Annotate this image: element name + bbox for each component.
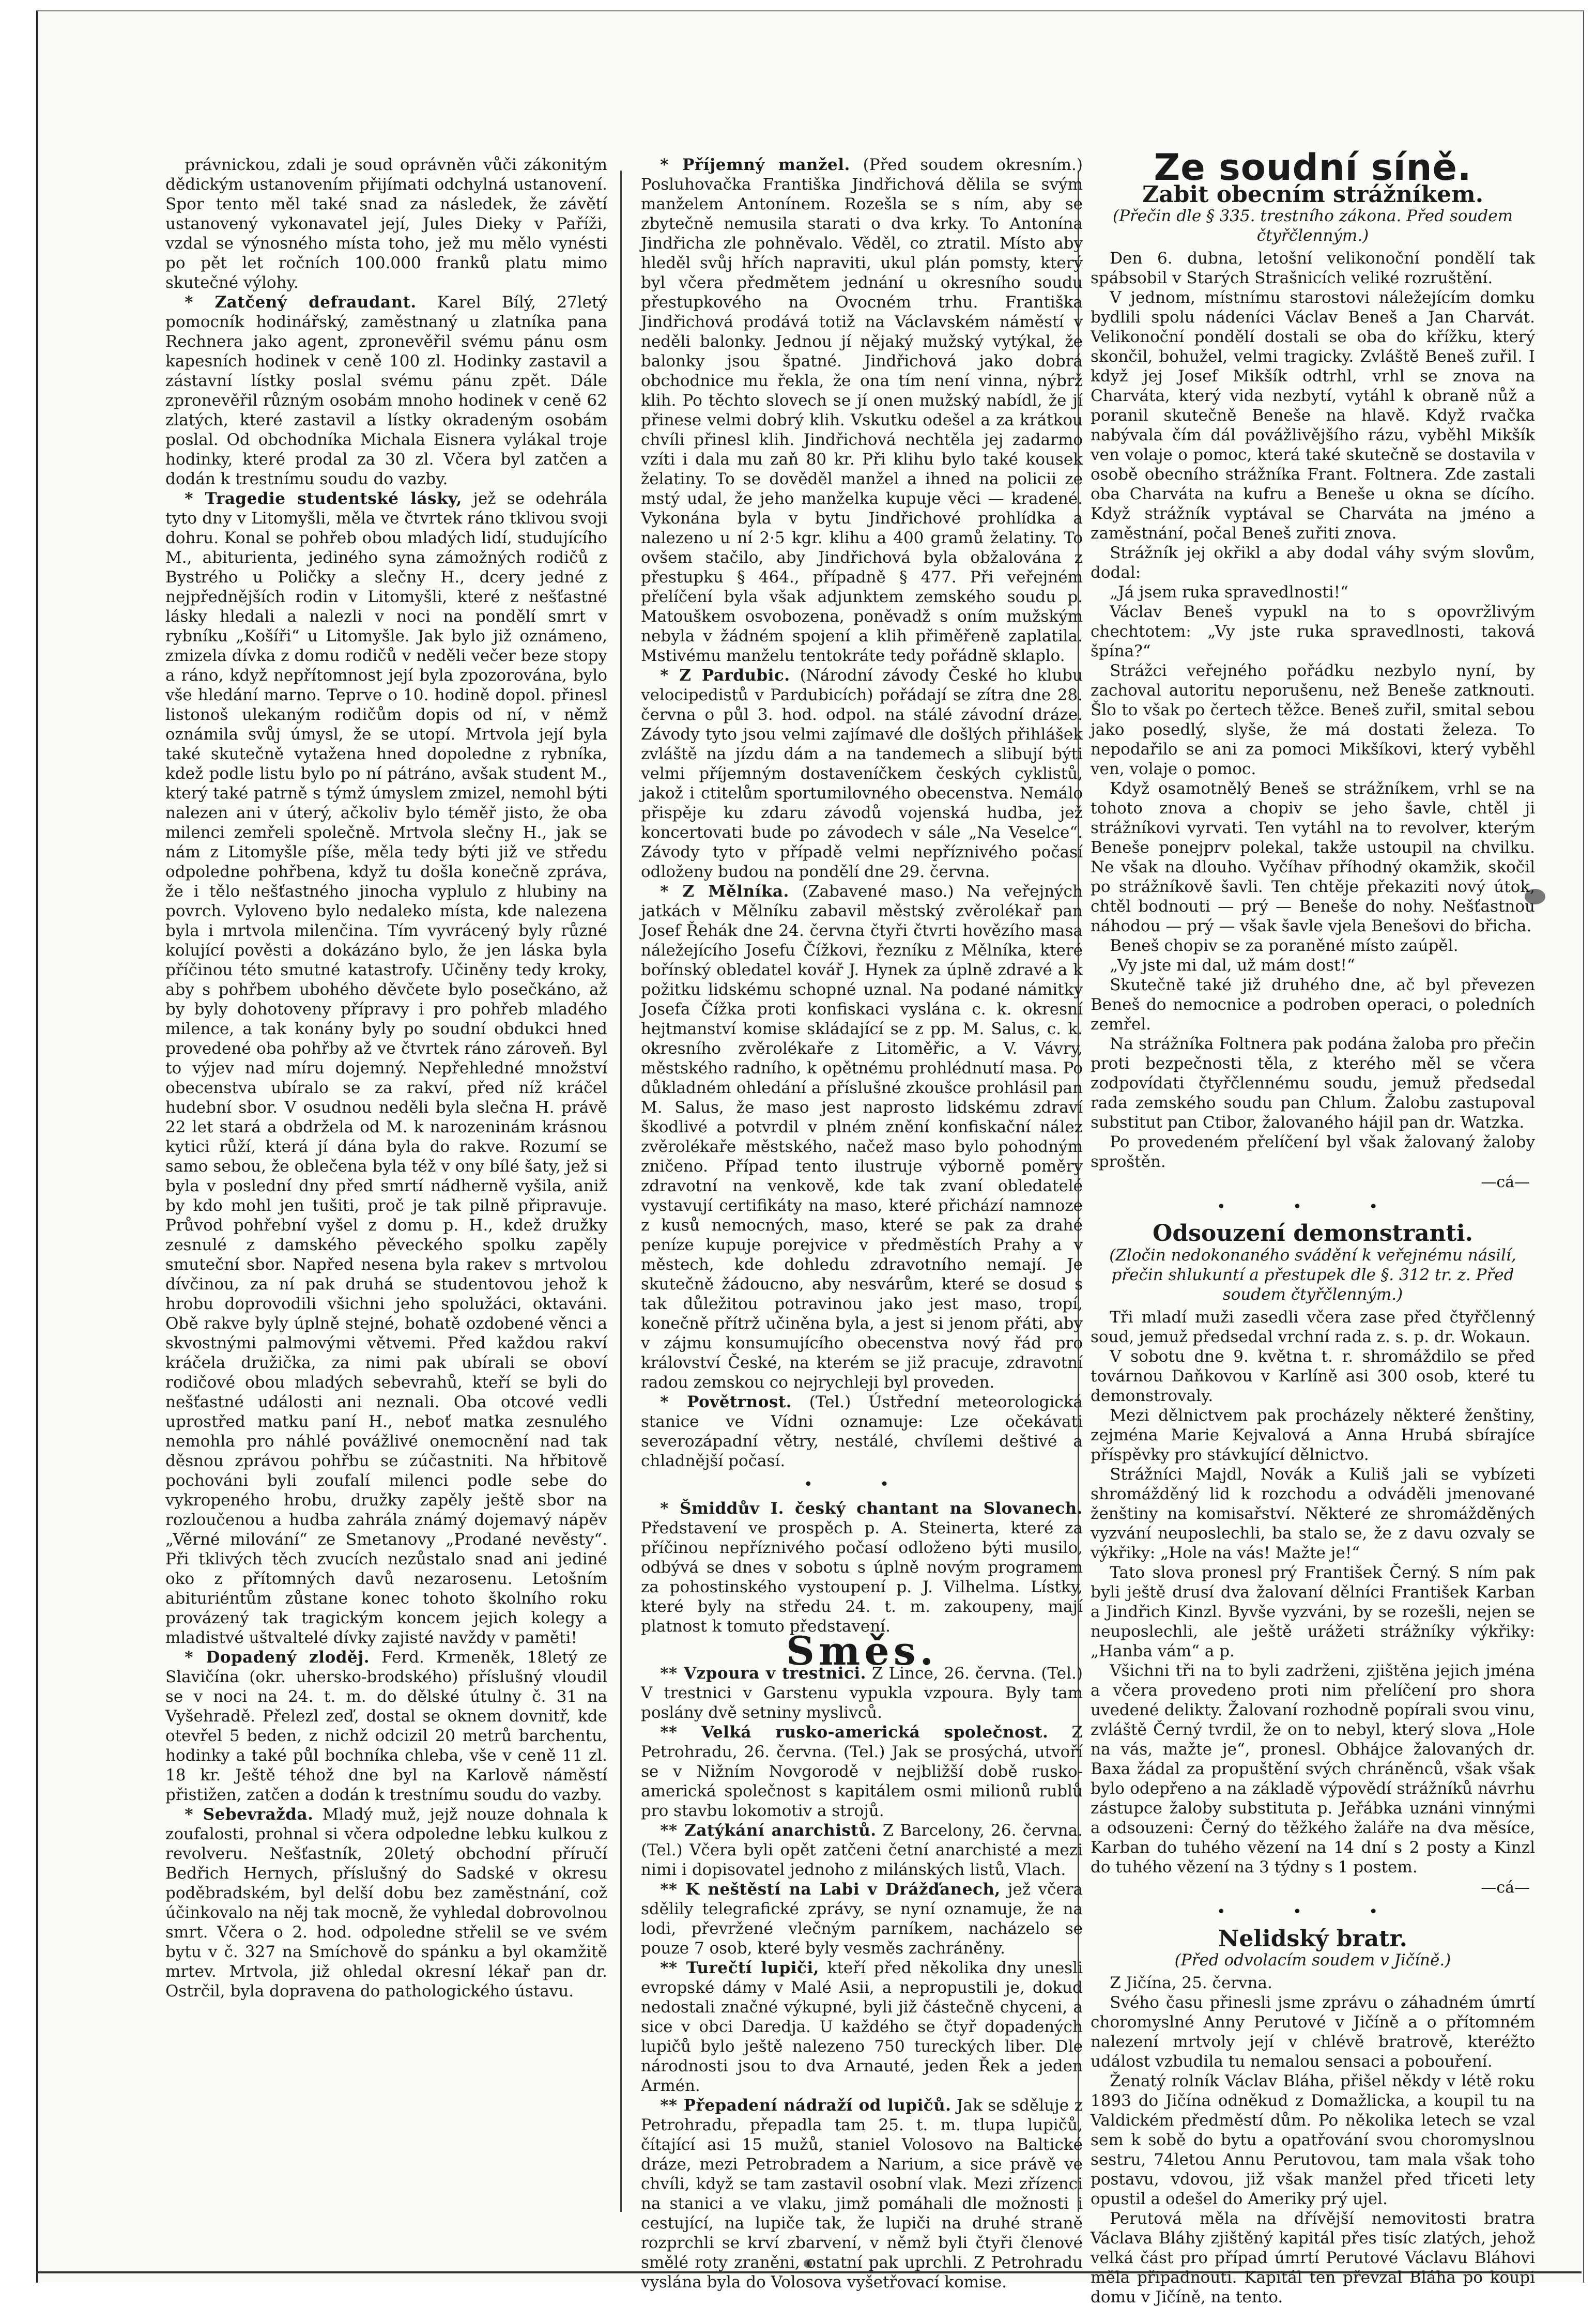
article-paragraph <box>1091 1973 1535 1993</box>
article-paragraph <box>165 155 607 293</box>
article-text: Na strážníka Foltnera pak podána žaloba pro přečin proti bezpečnosti těla, z kterého měl se včera zodpovídati čtyřčlennému soudu, jemuž předsedal rada zemského soudu pan Chlum. Žalobu zastupoval substitut pan Ctibor, žalovaného hájil pan dr. Watzka. <box>1091 1035 1535 1132</box>
article-text: Beneš chopiv se za poraněné místo zaúpěl. <box>1110 936 1459 955</box>
article-text: „Já jsem ruka spravedlnosti!“ <box>1110 583 1348 602</box>
article-paragraph <box>1091 1034 1535 1132</box>
column-1 <box>165 155 607 2212</box>
article-paragraph <box>1091 2209 1535 2307</box>
article-lead-title: * Tragedie studentské lásky, <box>185 489 462 508</box>
section-separator: • • • <box>1216 1197 1409 1216</box>
article-paragraph <box>1091 661 1535 779</box>
article-paragraph <box>641 1664 1083 1722</box>
article-text: kteří před několika dny unesli evropské dámy v Malé Asii, a nepropustili je, dokud nedostali značné výkupné, byli již částečně chyceni, a sice v obci Daredja. U každého se čtyř dopadených lupičů bylo ještě nalezeno 750 tureckých liber. Dle národnosti jsou to dva Arnauté, jeden Řek a jeden Armén. <box>641 1959 1083 2095</box>
article-paragraph <box>165 1648 607 1805</box>
section-heading: Ze soudní síně. <box>1154 146 1472 189</box>
article-paragraph <box>641 2096 1083 2292</box>
article-lead-title: ** Turečtí lupiči, <box>660 1959 819 1977</box>
author-signature: —cá— <box>1481 1878 1530 1897</box>
article-text: Jak se sděluje z Petrohradu, přepadla tam 25. t. m. tlupa lupičů, čítající asi 15 mužů, staniel Volosovo na Baltické dráze, mezi Petrobradem a Narium, a sice právě ve chvíli, když se tam zastavil osobní vlak. Mezi zřízenci na stanici a ve vlaku, jimž pomáhali dle možnosti i cestující, na lupiče tak, že lupiči na druhé straně rozprchli se krví zbarvení, v němž byli čtyři členové smělé roty zraněni, ostatní pak uprchli. Z Petrohradu vyslána byla do Volosova vyšetřovací komise. <box>641 2096 1083 2291</box>
article-lead-title: * Povětrnost. <box>660 1393 792 1411</box>
column-rule-left <box>620 171 622 2212</box>
article-text: Představení ve prospěch p. A. Steinerta, které za příčinou nepříznivého počasí odloženo býti musilo, odbývá se dnes v sobotu s úplně novým programem za pohostinského vystoupení p. J. Vilhelma. Lístky, které byly na středu 24. t. m. zakoupeny, mají platnost k tomuto představení. <box>641 1518 1083 1636</box>
article-text: Strážníci Majdl, Novák a Kuliš jali se vybízeti shromážděný lid k rozchodu a odváděli jmenované ženštiny na komisařství. Některé ze shromážděných vyzvání neuposlechli, ba stalo se, že z davu ozvaly se výkřiky: „Hole na vás! Mažte je!“ <box>1091 1465 1535 1562</box>
article-text: Svého času přinesli jsme zprávu o záhadném úmrtí choromyslné Anny Perutové v Jičíně a o přítomném nalezení mrtvoly její v chlévě bratrově, kteréžto událost vzbudila tu nemalou sensaci a pobouření. <box>1091 1993 1535 2071</box>
article-paragraph <box>641 666 1083 882</box>
article-paragraph <box>165 489 607 1648</box>
article-paragraph <box>1091 1661 1535 1877</box>
article-lead-title: ** K neštěstí na Labi v Drážďanech, <box>660 1880 1001 1899</box>
article-text: Z Lince, 26. června. (Tel.) V trestnici v Garstenu vypukla vzpoura. Byly tam poslány dvě setniny myslivců. <box>641 1664 1083 1722</box>
article-text: Strážci veřejného pořádku nezbylo nyní, by zachoval autoritu neporušenu, než Beneše zatknouti. Šlo to však po čertech těžce. Beneš zuřil, smital sebou jako posedlý, slyše, že má dostati železa. To nepodařilo se ani za pomoci Mikšíkovi, který vyběhl ven, volaje o pomoc. <box>1091 662 1535 778</box>
article-paragraph <box>1091 288 1535 543</box>
article-paragraph <box>1091 1563 1535 1661</box>
column-3 <box>1091 146 1535 2306</box>
section-separator: • • • <box>1216 1903 1409 1921</box>
article-paragraph <box>1091 1406 1535 1465</box>
article-paragraph <box>1091 1465 1535 1563</box>
article-paragraph <box>641 1499 1083 1636</box>
article-text: Strážník jej okřikl a aby dodal váhy svým slovům, dodal: <box>1091 544 1535 582</box>
article-paragraph <box>1091 249 1535 288</box>
article-lead-title: * Z Pardubic. <box>660 666 790 685</box>
article-headline: Odsouzení demonstranti. <box>1153 1220 1473 1247</box>
article-text: (Národní závody České ho klubu velocipedistů v Pardubicích) pořádají se zítra dne 28. června o půl 3. hod. odpol. na stálé závodní dráze. Závody tyto jsou velmi zajímavé dle došlých přihlášek zvláště na jízdu dám a na tandemech a slibují býti velmi příjemným dostaveníčkem českých cyklistů, jakož i ctitelům sportumilovného obecenstva. Nemálo přispěje ku zdaru závodů vojenská hudba, jež koncertovati bude po závodech v sále „Na Veselce“. Závody tyto v případě velmi nepříznivého počasí odloženy budou na pondělí dne 29. června. <box>641 666 1083 881</box>
article-text: Tato slova pronesl prý František Černý. S ním pak byli ještě drusí dva žalovaní dělníci František Karban a Jindřich Kinzl. Byvše vyzváni, by se rozešli, nejen se neuposlechli, ale ještě urážeti strážníky výkřiky: „Hanba vám“ a p. <box>1091 1563 1535 1660</box>
article-paragraph <box>1091 1347 1535 1406</box>
article-text: Všichni tři na to byli zadrženi, zjištěna jejich jména a včera provedeno proti nim přelíčení pro shora uvedené delikty. Žalovaní rozhodně popírali svou vinu, zvláště Černý tvrdil, že on to nebyl, který slova „Hole na vás, mažte je“, pronesl. Obhájce žalovaných dr. Baxa žádal za propuštění svých chráněnců, však však bylo odepřeno a na základě výpovědí strážníků návrhu zástupce žaloby substituta p. Jeřábka uznáni vinnými a odsouzeni: Černý do těžkého žaláře na dva měsíce, Karban do tuhého vězení na 14 dní s 2 posty a Kinzl do tuhého vězení na 3 týdny s 1 postem. <box>1091 1661 1535 1877</box>
article-paragraph <box>641 1958 1083 2096</box>
article-text: Ferd. Krmeněk, 18letý ze Slavičína (okr. uhersko-brodského) příslušný vloudil se v noci na 24. t. m. do dělské útulny č. 31 na Vyšehradě. Přelezl zeď, dostal se oknem dovnitř, kde otevřel 5 beden, z nichž odcizil 20 metrů barchentu, hodinky a také půl bochníka chleba, vše v ceně 11 zl. 18 kr. Ještě téhož dne byl na Karlově náměstí přistižen, zatčen a dodán k trestnímu soudu do vazby. <box>165 1648 607 1804</box>
article-lead-title: ** Velká rusko-americká společnost. <box>660 1723 1049 1742</box>
article-text: (Zabavené maso.) Na veřejných jatkách v Mělníku zabavil městský zvěrolékař pan Josef Řehák dne 24. června čtyři čtvrti hovězího masa náležejícího Josefu Čížkovi, řezníku z Mělníka, které bořínský obledatel kovář J. Hynek za úplně zdravé a k požitku lidskému schopné uznal. Na podané námitky Josefa Čížka proti konfiskaci vyslána c. k. okresní hejtmanství komise skládající se z pp. M. Salus, c. k. okresního zvěrolékaře z Litoměřic, a V. Vávry, městského radního, k opětnému prohlédnutí masa. Po důkladném ohledání a příslušné zkoušce prohlásil pan M. Salus, že maso jest naprosto lidskému zdraví škodlivé a potvrdil v plném znění konfiskační nález zvěrolékaře městského, načež maso bylo pohodným zničeno. Případ tento ilustruje výborně poměry zdravotní na venkově, kde tak zvaní obledatelé vystavují certifikáty na maso, které přichází namnoze z kusů nemocných, maso, které se pak za drahé peníze kupuje porejvice v předměstích Prahy a v městech, kde dohledu zdravotního nemají. Je skutečně žádoucno, aby nesvárům, které se dosud s tak důležitou potravinou jako jest maso, tropí, konečně přítrž učiněna byla, a jest si jenom přáti, aby v zájmu konsumujícího obecenstva nový řád pro království České, na kterém se již pracuje, zdravotní radou zemskou co nejrychleji byl proveden. <box>641 882 1083 1392</box>
article-text: „Vy jste mi dal, už mám dost!“ <box>1110 956 1355 975</box>
article-lead-title: * Zatčený defraudant. <box>185 293 417 312</box>
article-text: Skutečně také již druhého dne, ač byl převezen Beneš do nemocnice a podroben operaci, o poledních zemřel. <box>1091 976 1535 1034</box>
article-paragraph <box>641 155 1083 666</box>
article-text: Když osamotnělý Beneš se strážníkem, vrhl se na tohoto znova a chopiv se jeho šavle, chtěl ji strážníkovi vyrvati. Ten vytáhl na to revolver, kterým Beneše ponejprv polekal, takže ustoupil na chvilku. Ne však na dlouho. Vyčíhav příhodný okamžik, skočil po strážníkově šavli. Ten chtěje překaziti nový útok, chtěl bodnouti — prý — Beneše do nohy. Nešťastnou náhodou — prý — však šavle vjela Benešovi do břicha. <box>1091 779 1535 935</box>
article-text: Perutová měla na dřívější nemovitosti bratra Václava Bláhy zjištěný kapitál přes tisíc zlatých, jehož velká část pro případ úmrtí Perutové Václavu Bláhovi měla připadnouti. Kapitál ten převzal Bláha po koupi domu v Jičíně, na tento. <box>1091 2209 1535 2306</box>
article-paragraph <box>641 1722 1083 1821</box>
article-text: Z Barcelony, 26. června. (Tel.) Včera byli opět zatčeni četní anarchisté a mezi nimi i dopisovatel jednoho z milánských listů, Vlach. <box>641 1821 1083 1879</box>
article-text: V sobotu dne 9. května t. r. shromáždilo se před továrnou Daňkovou v Karlíně asi 300 osob, které tu demonstrovaly. <box>1091 1347 1535 1405</box>
article-paragraph <box>1091 2071 1535 2209</box>
article-text: (Před soudem okresním.) Posluhovačka Františka Jindřichová dělila se svým manželem Antonínem. Rozešla se s ním, aby se zbytečně nemusila starati o dva krky. To Antonína Jindřicha zle pohněvalo. Věděl, co ztratil. Místo aby hleděl svůj hřích napraviti, ukul plán pomsty, který byl včera předmětem jednání u okresního soudu přestupkového na Ovocném trhu. Františka Jindřichová prodává totiž na Václavském náměstí v neděli balonky. Jednou jí nějaký mužský vytýkal, že balonky jsou špatné. Jindřichová jako dobrá obchodnice mu řekla, že ona tím není vinna, nýbrž klih. Po těchto slovech se jí onen mužský nabídl, že jí přinese velmi dobrý klih. Vskutku odešel a za krátkou chvíli přinesl klih. Jindřichová nechtěla jej zadarmo vzíti i dala mu zaň 80 kr. Při klihu bylo také kousek želatiny. To se dověděl manžel a ihned na policii ze mstý udal, že jeho manželka kupuje věci — kradené. Vykonána byla v bytu Jindřichové prohlídka a nalezeno u ní 2·5 kgr. klihu a 400 gramů želatiny. To ovšem stačilo, aby Jindřichová byla obžalována z přestupku § 464., případně § 477. Při veřejném přelíčení byla však adjunktem zemského soudu p. Matouškem osvobozena, poněvadž s oním mužským nebyla v žádném spojení a klih přiměřeně zaplatila. Mstivému manželu tentokráte tedy pořádně sklaplo. <box>641 156 1083 665</box>
article-paragraph <box>1091 975 1535 1034</box>
author-signature: —cá— <box>1481 1173 1530 1191</box>
article-paragraph <box>641 882 1083 1392</box>
article-text: Den 6. dubna, letošní velikonoční pondělí tak spábsobil v Starých Strašnicích veliké rozruštění. <box>1091 249 1535 287</box>
article-paragraph <box>165 1805 607 2001</box>
article-paragraph <box>641 1392 1083 1471</box>
article-lead-title: ** Vzpoura v trestnici. <box>660 1664 866 1683</box>
article-text: Mezi dělnictvem pak procházely některé ženštiny, zejména Marie Kejvalová a Anna Hrubá sbírajíce příspěvky pro stávkující dělnictvo. <box>1091 1406 1535 1464</box>
article-text: Ženatý rolník Václav Bláha, přišel někdy v létě roku 1893 do Jičína odněkud z Domažlicka, a koupil tu na Valdickém předměstí dům. Po několika letech se vzal sem k sobě do bytu a opatřování svou choromyslnou sestru, 74letou Annu Perutovou, tam mala však toho postavu, vdovou, již však manžel před třiceti lety opustil a odešel do Ameriky prý ujel. <box>1091 2072 1535 2208</box>
article-paragraph <box>165 293 607 489</box>
article-paragraph <box>641 1821 1083 1880</box>
article-paragraph <box>1091 1308 1535 1347</box>
article-paragraph <box>1091 543 1535 582</box>
article-text: V jednom, místnímu starostovi náležejícím domku bydlili spolu nádeníci Václav Beneš a Jan Charvát. Velikonoční pondělí dostali se oba do křížku, který skončil, bohužel, velmi tragicky. Zvláště Beneš zuřil. I když jej Josef Mikšík odtrhl, vrhl se znova na Charváta, který vida nezbytí, vytáhl k obraně nůž a poranil skutečně Beneše na hlavě. Když rvačka nabývala čím dál povážlivějšího rázu, vyběhl Mikšík ven volaje o pomoc, která také skutečně se dostavila v osobě obecního strážníka Frant. Foltnera. Zde zastali oba Charváta na kufru a Beneše u okna se dícího. Když strážník vyptával se Charváta na jméno a zaměstnání, počal Beneš zuřiti znova. <box>1091 288 1535 543</box>
article-text: Z Jičína, 25. června. <box>1110 1974 1272 1992</box>
article-paragraph <box>1091 779 1535 936</box>
article-subheading: (Přečin dle § 335. trestního zákona. Před soudem čtyřčlenným.) <box>1112 207 1513 245</box>
article-lead-title: ** Zatýkání anarchistů. <box>660 1821 877 1840</box>
section-separator: • • <box>804 1475 920 1494</box>
article-text: Václav Beneš vypukl na to s opovržlivým chechtotem: „Vy jste ruka spravedlnosti, taková špína?“ <box>1091 603 1535 660</box>
article-paragraph <box>1091 1993 1535 2071</box>
article-subheading: (Před odvolacím soudem v Jičíně.) <box>1174 1951 1451 1970</box>
article-text: Mladý muž, jejž nouze dohnala k zoufalosti, prohnal si včera odpoledne lebku kulkou z revolveru. Nešťastník, 20letý obchodní příručí Bedřich Hernych, příslušný do Sadské v okresu poděbradském, byl delší dobu bez zaměstnání, což účinkovalo na něj tak mocně, že vyhledal dobrovolnou smrt. Včera o 2. hod. odpoledne střelil se ve svém bytu v č. 327 na Smíchově do spánku a byl okamžitě mrtev. Mrtvola, již ohledal okresní lékař pan dr. Ostrčil, byla dopravena do pathologického ústavu. <box>165 1805 607 2001</box>
article-paragraph <box>1091 602 1535 661</box>
article-lead-title: * Z Mělníka. <box>660 882 789 901</box>
article-text: Po provedeném přelíčení byl však žalovaný žaloby sproštěn. <box>1091 1133 1535 1171</box>
article-lead-title: ** Přepadení nádraží od lupičů. <box>660 2096 952 2115</box>
article-text: právnickou, zdali je soud oprávněn vůči zákonitým dědickým ustanovením přijímati odchylná ustanovení. Spor tento měl také snad za následek, že závětí ustanovený vykonavatel její, Jules Dieky v Paříži, vzdal se výnosného místa toho, jež mu mělo vynésti po pět let ročních 100.000 franků platu mimo skutečné výlohy. <box>165 156 607 292</box>
article-text: (Tel.) Ústřední meteorologická stanice ve Vídni oznamuje: Lze očekávati severozápadní větry, nestálé, chvílemi deštivé a chladnější počasí. <box>641 1393 1083 1470</box>
article-paragraph <box>1091 936 1535 956</box>
article-paragraph <box>1091 956 1535 975</box>
article-text: jež se odehrála tyto dny v Litomyšli, měla ve čtvrtek ráno tklivou svoji dohru. Konal se pohřeb obou mladých lidí, studujícího M., abiturienta, jediného syna zámožných rodičů z Bystrého u Poličky a slečny H., dcery jedné z nejpřednějších rodin v Litomyšli, které z nešťastné lásky hledali a nalezli v noci na pondělí smrt v rybníku „Košíři“ u Litomyšle. Jak bylo již oznámeno, zmizela dívka z domu rodičů v neděli večer beze stopy a ráno, když nepřítomnost její byla zpozorována, bylo vše hledání marno. Teprve o 10. hodině dopol. přinesl listonoš ulekaným rodičům dopis od ní, v němž oznámila svůj úmysl, že se utopí. Mrtvola její byla také skutečně vytažena hned dopoledne z rybníka, kdež podle listu bylo po ní pátráno, avšak student M., který také patrně s týmž úmyslem zmizel, nemohl býti nalezen ani v úterý, ačkoliv bylo téměř jisto, že oba milenci zemřeli společně. Mrtvola slečny H., jak se nám z Litomyšle píše, měla tedy býti již ve středu odpoledne pohřbena, když tu došla konečně zpráva, že i tělo nešťastného jinocha vyplulo z hlubiny na povrch. Vyloveno bylo nedaleko místa, kde nalezena byla i mrtvola milenčina. Tím vyvrácený byly různé kolující pověsti a dokázáno bylo, že jen láska byla příčinou této smutné katastrofy. Učiněny tedy kroky, aby s pohřbem ubohého děvčete bylo posečkáno, až by byly dohotoveny přípravy i pro pohřeb mladého milence, a tak konány byly po soudní obdukci hned provedené oba pohřby až ve čtvrtek ráno zároveň. Byl to výjev nad míru dojemný. Nepřehledné množství obecenstva ubíralo se za rakví, před níž kráčel hudební sbor. V osudnou neděli byla slečna H. právě 22 let stará a obdržela od M. k narozeninám krásnou kytici růží, která jí dána byla do rakve. Rozumí se samo sebou, že oblečena byla též v ony bílé šaty, jež si byla v poslední dny před smrtí nádherně vyšila, aniž by kdo mohl jen tušiti, proč je tak pilně připravuje. Průvod pohřební vyšel z domu p. H., kdež družky zesnulé z damského pěveckého spolku zapěly smuteční sbor. Napřed nesena byla rakev s mrtvolou dívčinou, za ní pak druhá se studentovou jehož k hrobu doprovodili všichni jeho spolužáci, oktaváni. Obě rakve byly úplně stejné, bohatě ozdobené věnci a skvostnými palmovými větvemi. Před každou rakví kráčela družička, za nimi pak ubírali se oboví rodičové obou mladých sebevrahů, kteří se byli do nešťastné události ani neznali. Oba otcové vedli uprostřed matku paní H., neboť matka zesnulého nemohla pro náhlé povážlivé onemocnění nad tak děsnou zprávou pohřbu se zúčastniti. Na hřbitově pochováni byli zoufalí milenci podle sebe do vykropeného hrobu, družky zapěly ještě sbor na rozloučenou a hudba zahrála známý dojemavý nápěv „Věrné milování“ ze Smetanovy „Prodané nevěsty“. Při tklivých těch zvucích nezůstalo snad ani jediné oko z přítomných davů nezarosenu. Letošním abituriéntům zůstane konec tohoto školního roku provázený tak tragickým koncem jejich kolegy a mladistvé uštvaltelé dívky zajisté navždy v paměti! <box>165 489 607 1647</box>
article-subheading: (Zločin nedokonaného svádění k veřejnému násilí, přečin shlukuntí a přestupek dle §. 312 tr. z. Před soudem čtyřčlenným.) <box>1109 1245 1516 1304</box>
article-text: Tři mladí muži zasedli včera zase před čtyřčlenný soud, jemuž předsedal vrchní rada z. s. p. dr. Wokaun. <box>1091 1308 1535 1346</box>
article-lead-title: * Sebevražda. <box>185 1805 314 1824</box>
article-lead-title: * Příjemný manžel. <box>660 156 850 174</box>
article-headline: Nelidský bratr. <box>1218 1925 1407 1952</box>
article-text: Z Petrohradu, 26. června. (Tel.) Jak se prosýchá, utvoří se v Nižním Novgorodě v nejbližší době rusko-americká společnost s kapitálem osmi milionů rublů pro stavbu lokomotiv a strojů. <box>641 1723 1083 1820</box>
section-heading-smes: Směs. <box>786 1627 938 1674</box>
column-2 <box>641 155 1083 2291</box>
article-text: Karel Bílý, 27letý pomocník hodinářský, zaměstnaný u zlatníka pana Rechnera jako agent, zpronevěřil svému pánu osm kapesních hodinek v ceně 100 zl. Hodinky zastavil a zástavní lístky poslal svému pánu zpět. Dále zpronevěřil různým osobám mnoho hodinek v ceně 62 zlatých, které zastavil a lístky okradeným osobám poslal. Od obchodníka Michala Eisnera vylákal troje hodinky, které prodal za 30 zl. Včera byl zatčen a dodán k trestnímu soudu do vazby. <box>165 293 607 488</box>
article-text: jež včera sdělily telegrafické zprávy, se nyní oznamuje, že na lodi, převržené vlečným parníkem, nacházelo se pouze 7 osob, které byly vesměs zachráněny. <box>641 1880 1083 1958</box>
article-lead-title: * Dopadený zloděj. <box>185 1648 370 1667</box>
article-paragraph <box>1091 1132 1535 1172</box>
article-paragraph <box>641 1880 1083 1958</box>
article-lead-title: * Šmiddův I. český chantant na Slovanech. <box>660 1499 1083 1518</box>
article-paragraph <box>1091 582 1535 602</box>
article-headline: Zabit obecním strážníkem. <box>1142 181 1484 208</box>
